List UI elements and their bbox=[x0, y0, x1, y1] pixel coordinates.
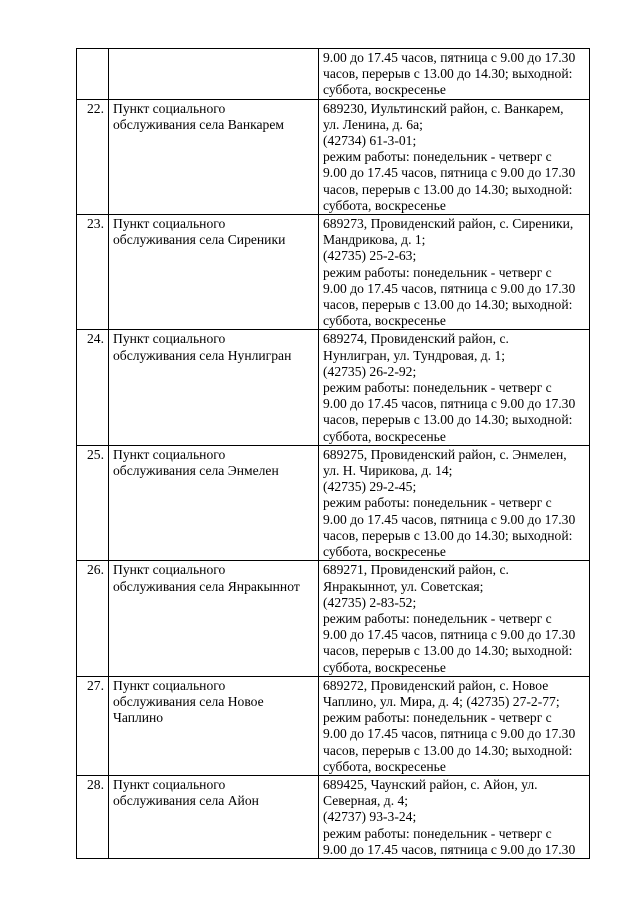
info-line: Мандрикова, д. 1; bbox=[323, 232, 426, 248]
service-point-name bbox=[109, 330, 319, 445]
info-line: (42735) 26-2-92; bbox=[323, 363, 417, 379]
info-line: режим работы: понедельник - четверг с bbox=[323, 495, 552, 511]
info-line: ул. Н. Чирикова, д. 14; bbox=[323, 463, 453, 479]
name-line: Пункт социального bbox=[113, 446, 226, 462]
row-number: 26. bbox=[77, 561, 109, 676]
address-and-schedule bbox=[319, 215, 590, 330]
row-number: 24. bbox=[77, 330, 109, 445]
info-line: (42735) 2-83-52; bbox=[323, 594, 417, 610]
info-line: режим работы: понедельник - четверг с bbox=[323, 610, 552, 626]
info-line: суббота, воскресенье bbox=[323, 197, 446, 213]
name-line: обслуживания села Энмелен bbox=[113, 463, 279, 479]
row-number: 23. bbox=[77, 215, 109, 330]
name-line: Пункт социального bbox=[113, 100, 226, 116]
name-line: Пункт социального bbox=[113, 776, 226, 792]
table-row bbox=[77, 775, 590, 858]
table-body bbox=[77, 49, 590, 859]
info-line: режим работы: понедельник - четверг с bbox=[323, 380, 552, 396]
info-line: ул. Ленина, д. 6а; bbox=[323, 116, 423, 132]
address-and-schedule bbox=[319, 676, 590, 775]
service-point-name bbox=[109, 215, 319, 330]
info-line: суббота, воскресенье bbox=[323, 544, 446, 560]
info-line: часов, перерыв с 13.00 до 14.30; выходной: bbox=[323, 412, 573, 428]
service-point-name bbox=[109, 775, 319, 858]
service-point-name bbox=[109, 99, 319, 214]
name-line: Пункт социального bbox=[113, 562, 226, 578]
info-line: 689275, Провиденский район, с. Энмелен, bbox=[323, 446, 567, 462]
info-line: часов, перерыв с 13.00 до 14.30; выходной: bbox=[323, 66, 573, 82]
table-row bbox=[77, 215, 590, 330]
info-line: часов, перерыв с 13.00 до 14.30; выходной: bbox=[323, 742, 573, 758]
info-line: режим работы: понедельник - четверг с bbox=[323, 710, 552, 726]
address-and-schedule bbox=[319, 775, 590, 858]
info-line: часов, перерыв с 13.00 до 14.30; выходной: bbox=[323, 643, 573, 659]
table-row bbox=[77, 445, 590, 560]
name-line: обслуживания села Сиреники bbox=[113, 232, 286, 248]
info-line: суббота, воскресенье bbox=[323, 313, 446, 329]
info-line: 9.00 до 17.45 часов, пятница с 9.00 до 17.30 bbox=[323, 627, 576, 643]
name-line: Чаплино bbox=[113, 710, 164, 726]
info-line: Нунлигран, ул. Тундровая, д. 1; bbox=[323, 347, 506, 363]
info-line: 9.00 до 17.45 часов, пятница с 9.00 до 17.30 bbox=[323, 726, 576, 742]
social-service-points-table bbox=[76, 48, 590, 859]
table-row bbox=[77, 330, 590, 445]
service-point-name bbox=[109, 676, 319, 775]
name-line: обслуживания села Нунлигран bbox=[113, 347, 292, 363]
service-point-name bbox=[109, 49, 319, 100]
info-line: режим работы: понедельник - четверг с bbox=[323, 264, 552, 280]
info-line: 9.00 до 17.45 часов, пятница с 9.00 до 17.30 bbox=[323, 280, 576, 296]
service-point-name bbox=[109, 445, 319, 560]
name-line: обслуживания села Янракыннот bbox=[113, 578, 300, 594]
info-line: Чаплино, ул. Мира, д. 4; (42735) 27-2-77; bbox=[323, 693, 560, 709]
info-line: (42735) 25-2-63; bbox=[323, 248, 417, 264]
row-number: 28. bbox=[77, 775, 109, 858]
info-line: 689425, Чаунский район, с. Айон, ул. bbox=[323, 776, 538, 792]
table-row bbox=[77, 676, 590, 775]
address-and-schedule bbox=[319, 445, 590, 560]
info-line: (42737) 93-3-24; bbox=[323, 809, 417, 825]
info-line: 689271, Провиденский район, с. bbox=[323, 562, 509, 578]
info-line: суббота, воскресенье bbox=[323, 82, 446, 98]
info-line: 9.00 до 17.45 часов, пятница с 9.00 до 17.30 bbox=[323, 165, 576, 181]
info-line: часов, перерыв с 13.00 до 14.30; выходной: bbox=[323, 527, 573, 543]
name-line: обслуживания села Айон bbox=[113, 793, 259, 809]
table-row bbox=[77, 99, 590, 214]
info-line: 9.00 до 17.45 часов, пятница с 9.00 до 17.30 bbox=[323, 511, 576, 527]
name-line: обслуживания села Ванкарем bbox=[113, 116, 284, 132]
info-line: 9.00 до 17.45 часов, пятница с 9.00 до 17.30 bbox=[323, 50, 576, 65]
info-line: Северная, д. 4; bbox=[323, 793, 409, 809]
address-and-schedule bbox=[319, 49, 590, 100]
info-line: 689230, Иультинский район, с. Ванкарем, bbox=[323, 100, 564, 116]
info-line: режим работы: понедельник - четверг с bbox=[323, 149, 552, 165]
table-row bbox=[77, 49, 590, 100]
info-line: (42734) 61-3-01; bbox=[323, 133, 417, 149]
info-line: часов, перерыв с 13.00 до 14.30; выходной: bbox=[323, 181, 573, 197]
info-line: 9.00 до 17.45 часов, пятница с 9.00 до 17.30 bbox=[323, 841, 576, 857]
info-line: суббота, воскресенье bbox=[323, 659, 446, 675]
info-line: часов, перерыв с 13.00 до 14.30; выходной: bbox=[323, 297, 573, 313]
row-number bbox=[77, 49, 109, 100]
row-number: 25. bbox=[77, 445, 109, 560]
row-number: 22. bbox=[77, 99, 109, 214]
name-line: обслуживания села Новое bbox=[113, 693, 264, 709]
info-line: 689272, Провиденский район, с. Новое bbox=[323, 677, 549, 693]
address-and-schedule bbox=[319, 99, 590, 214]
info-line: режим работы: понедельник - четверг с bbox=[323, 825, 552, 841]
name-line: Пункт социального bbox=[113, 216, 226, 232]
info-line: 689274, Провиденский район, с. bbox=[323, 331, 509, 347]
name-line: Пункт социального bbox=[113, 677, 226, 693]
table-row bbox=[77, 561, 590, 676]
name-line: Пункт социального bbox=[113, 331, 226, 347]
info-line: 9.00 до 17.45 часов, пятница с 9.00 до 17.30 bbox=[323, 396, 576, 412]
service-point-name bbox=[109, 561, 319, 676]
address-and-schedule bbox=[319, 330, 590, 445]
info-line: 689273, Провиденский район, с. Сиреники, bbox=[323, 216, 574, 232]
row-number: 27. bbox=[77, 676, 109, 775]
info-line: (42735) 29-2-45; bbox=[323, 479, 417, 495]
info-line: суббота, воскресенье bbox=[323, 758, 446, 774]
info-line: суббота, воскресенье bbox=[323, 428, 446, 444]
address-and-schedule bbox=[319, 561, 590, 676]
info-line: Янракыннот, ул. Советская; bbox=[323, 578, 484, 594]
